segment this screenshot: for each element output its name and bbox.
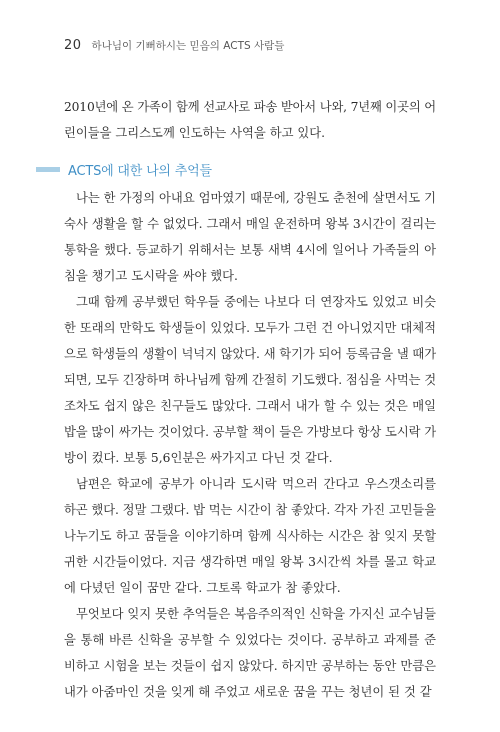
text-line: 숙사 생활을 할 수 없었다. 그래서 매일 운전하며 왕복 3시간이 걸리는 — [64, 217, 436, 231]
text-line: 하곤 했다. 정말 그랬다. 밥 먹는 시간이 참 좋았다. 각자 가진 고민들을 — [64, 503, 436, 517]
text-line: 나누기도 하고 꿈들을 이야기하며 함께 식사하는 시간은 참 잊지 못할 — [64, 529, 436, 543]
text-line: 으로 학생들의 생활이 넉넉지 않았다. 새 학기가 되어 등록금을 낼 때가 — [64, 347, 436, 361]
text-line: 되면, 모두 긴장하며 하나님께 함께 간절히 기도했다. 점심을 사먹는 것 — [64, 373, 436, 387]
text-line: 그때 함께 공부했던 학우들 중에는 나보다 더 연장자도 있었고 비슷 — [76, 295, 436, 309]
section-heading — [36, 160, 212, 179]
text-line: 남편은 학교에 공부가 아니라 도시락 먹으러 간다고 우스갯소리를 — [76, 477, 436, 491]
page-number: 20 — [64, 38, 82, 53]
text-line: 귀한 시간들이었다. 지금 생각하면 매일 왕복 3시간씩 차를 몰고 학교 — [64, 555, 436, 569]
text-line: 침을 챙기고 도시락을 싸야 했다. — [64, 269, 238, 283]
text-line: 에 다녔던 일이 꿈만 같다. 그토록 학교가 참 좋았다. — [64, 581, 341, 595]
text-line: 통학을 했다. 등교하기 위해서는 보통 새벽 4시에 일어나 가족들의 아 — [64, 243, 436, 257]
running-title: 하나님이 기뻐하시는 믿음의 ACTS 사람들 — [91, 40, 285, 52]
body-paragraphs — [64, 185, 436, 705]
heading-bar — [36, 167, 60, 172]
text-line: 방이 컸다. 보통 5,6인분은 싸가지고 다닌 것 같다. — [64, 451, 333, 465]
section-heading-text: ACTS에 대한 나의 추억들 — [68, 164, 212, 179]
text-line: 밥을 많이 싸가는 것이었다. 공부할 책이 들은 가방보다 항상 도시락 가 — [64, 425, 436, 439]
text-line: 2010년에 온 가족이 함께 선교사로 파송 받아서 나와, 7년째 이곳의 어 — [64, 100, 436, 114]
text-line: 비하고 시험을 보는 것들이 쉽지 않았다. 하지만 공부하는 동안 만큼은 — [64, 659, 436, 673]
text-line: 무엇보다 잊지 못한 추억들은 복음주의적인 신학을 가지신 교수님들 — [76, 607, 436, 621]
text-line: 을 통해 바른 신학을 공부할 수 있었다는 것이다. 공부하고 과제를 준 — [64, 633, 436, 647]
intro-paragraph — [64, 94, 436, 146]
text-line: 조차도 쉽지 않은 친구들도 많았다. 그래서 내가 할 수 있는 것은 매일 — [64, 399, 436, 413]
text-line: 한 또래의 만학도 학생들이 있었다. 모두가 그런 건 아니었지만 대체적 — [64, 321, 436, 335]
text-line: 린이들을 그리스도께 인도하는 사역을 하고 있다. — [64, 126, 326, 140]
running-header — [64, 38, 284, 53]
text-line: 나는 한 가정의 아내요 엄마였기 때문에, 강원도 춘천에 살면서도 기 — [76, 191, 436, 205]
text-line: 내가 아줌마인 것을 잊게 해 주었고 새로운 꿈을 꾸는 청년이 된 것 같 — [64, 685, 432, 699]
